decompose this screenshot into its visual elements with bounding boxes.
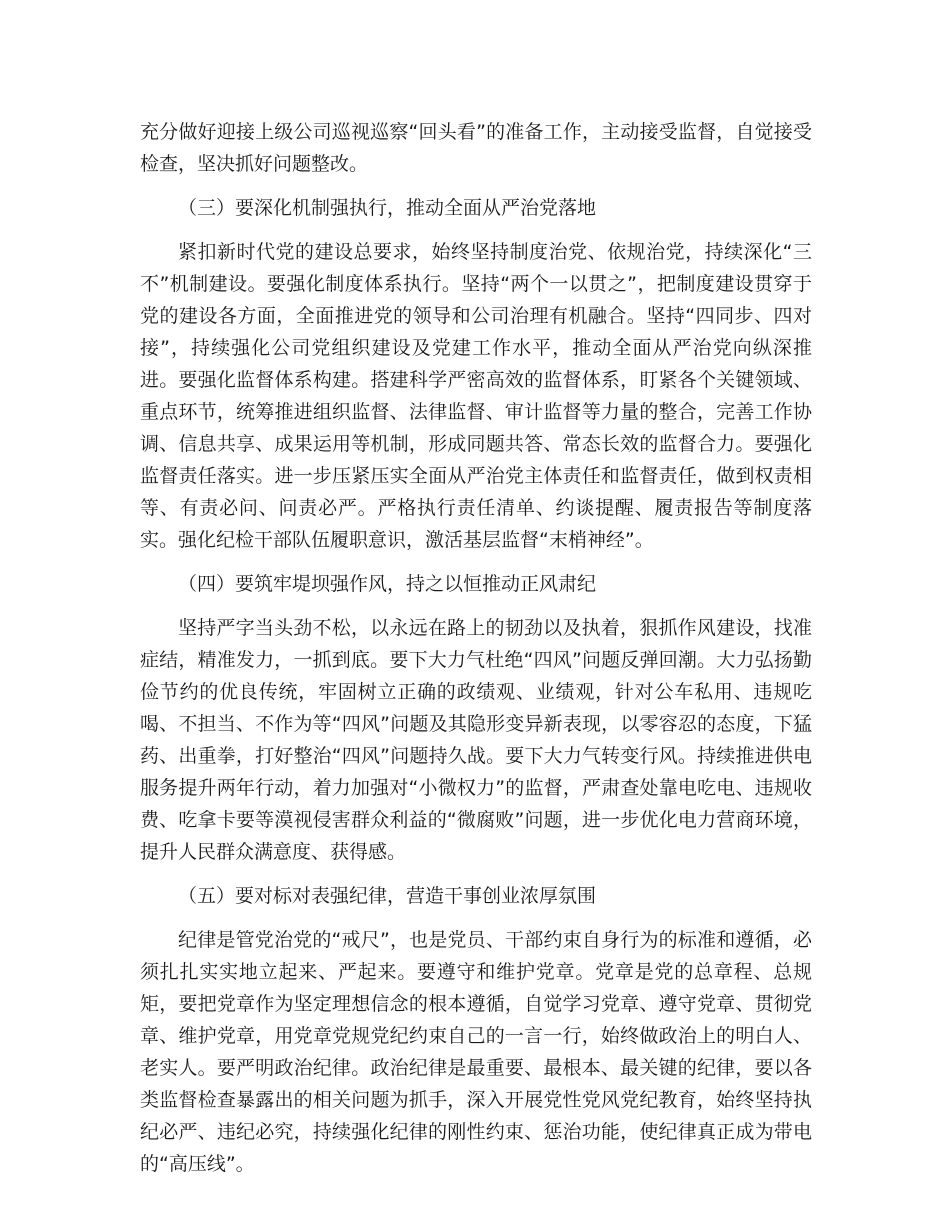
paragraph-continuation: 充分做好迎接上级公司巡视巡察“回头看”的准备工作，主动接受监督，自觉接受检查，坚决抓好问题整改。 [140, 121, 812, 175]
paragraph-section-3: 紧扣新时代党的建设总要求，始终坚持制度治党、依规治党，持续深化“三不”机制建设。要强化制度体系执行。坚持“两个一以贯之”，把制度建设贯穿于党的建设各方面，全面推进党的领导和公司治理有机融合。坚持“四同步、四对接”，持续强化公司党组织建设及党建工作水平，推动全面从严治党向纵深推进。要强化监督体系构建。搭建科学严密高效的监督体系，盯紧各个关键领域、重点环节，统筹推进组织监督、法律监督、审计监督等力量的整合，完善工作协调、信息共享、成果运用等机制，形成同题共答、常态长效的监督合力。要强化监督责任落实。进一步压紧压实全面从严治党主体责任和监督责任，做到权责相等、有责必问、问责必严。严格执行责任清单、约谈提醒、履责报告等制度落实。强化纪检干部队伍履职意识，激活基层监督“末梢神经”。 [140, 241, 812, 551]
section-heading-5: （五）要对标对表强纪律，营造干事创业浓厚氛围 [178, 885, 597, 907]
paragraph-section-5: 纪律是管党治党的“戒尺”，也是党员、干部约束自身行为的标准和遵循，必须扎扎实实地立起来、严起来。要遵守和维护党章。党章是党的总章程、总规矩，要把党章作为坚定理想信念的根本遵循，自觉学习党章、遵守党章、贯彻党章、维护党章，用党章党规党纪约束自己的一言一行，始终做政治上的明白人、老实人。要严明政治纪律。政治纪律是最重要、最根本、最关键的纪律，要以各类监督检查暴露出的相关问题为抓手，深入开展党性党风党纪教育，始终坚持执纪必严、违纪必究，持续强化纪律的刚性约束、惩治功能，使纪律真正成为带电的“高压线”。 [140, 929, 812, 1175]
section-heading-3: （三）要深化机制强执行，推动全面从严治党落地 [178, 197, 597, 219]
section-heading-4: （四）要筑牢堤坝强作风，持之以恒推动正风肃纪 [178, 573, 597, 595]
document-page [140, 116, 812, 1192]
paragraph-section-4: 坚持严字当头劲不松，以永远在路上的韧劲以及执着，狠抓作风建设，找准症结，精准发力，一抓到底。要下大力气杜绝“四风”问题反弹回潮。大力弘扬勤俭节约的优良传统，牢固树立正确的政绩观、业绩观，针对公车私用、违规吃喝、不担当、不作为等“四风”问题及其隐形变异新表现，以零容忍的态度，下猛药、出重拳，打好整治“四风”问题持久战。要下大力气转变行风。持续推进供电服务提升两年行动，着力加强对“小微权力”的监督，严肃查处靠电吃电、违规收费、吃拿卡要等漠视侵害群众利益的“微腐败”问题，进一步优化电力营商环境，提升人民群众满意度、获得感。 [140, 617, 812, 863]
